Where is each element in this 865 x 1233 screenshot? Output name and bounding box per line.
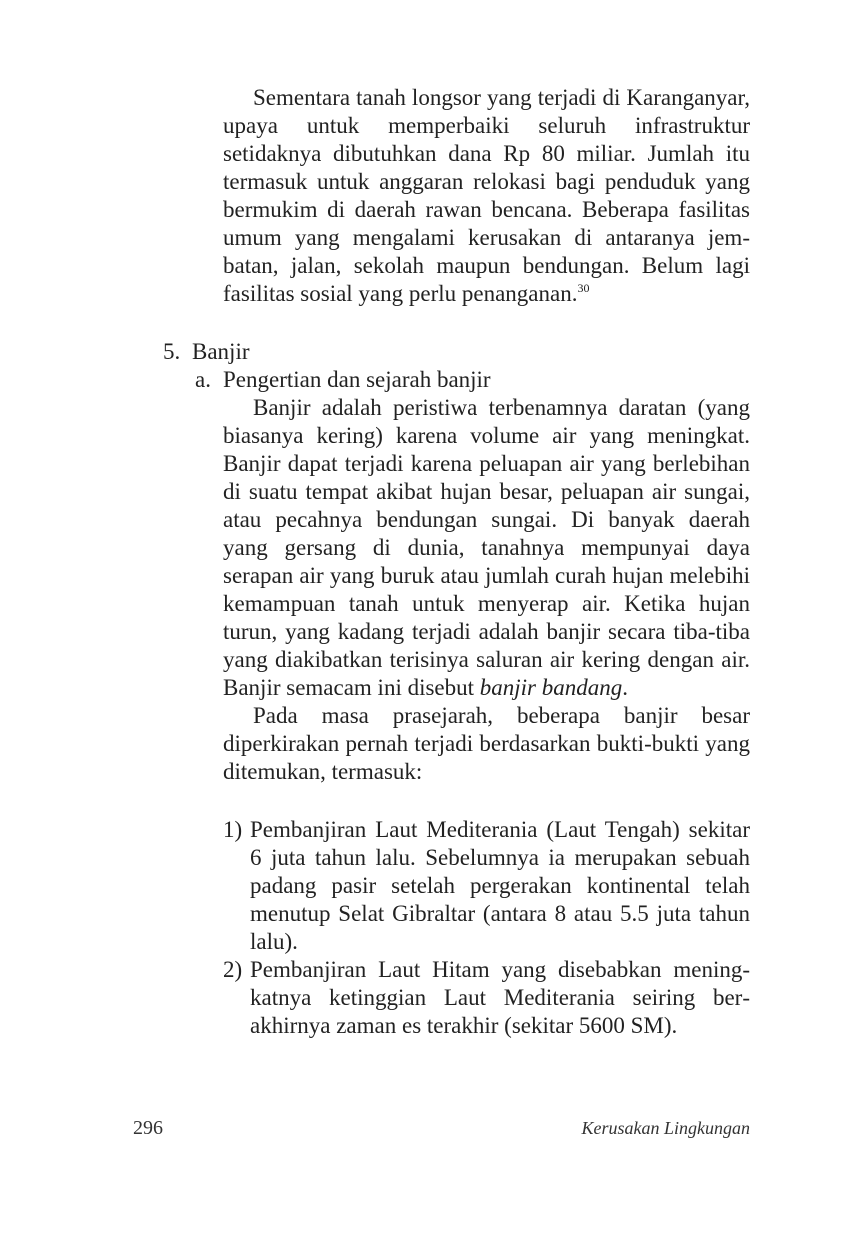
definition-text: Banjir adalah peristiwa terbenamnya daratan (yang biasanya kering) karena volume air yang meningkat. Banjir dapat terjadi karena peluapan air yang berlebihan di suatu tempat akibat hujan besar, peluapan air sungai, atau pecahnya bendungan sungai. Di banyak daerah yang gersang di dunia, tanahnya mempunyai daya serapan air yang buruk atau jumlah curah hujan melebihi kemampuan tanah untuk menyerap air. Ketika hujan turun, yang kadang terjadi adalah banjir secara tiba-tiba yang diakibatkan terisinya saluran air kering dengan air. Banjir semacam ini disebut	[223, 395, 750, 700]
subsection-heading	[195, 366, 491, 394]
list-item	[223, 816, 750, 956]
footnote-reference[interactable]: 30	[577, 281, 590, 295]
list-item-text: Pembanjiran Laut Mediterania (Laut Tengah) sekitar 6 juta tahun lalu. Sebelumnya ia merupakan sebuah padang pasir setelah pergerakan kontinental telah menutup Selat Gibraltar (antara 8 atau 5.5 juta tahun lalu).	[250, 817, 750, 954]
section-number: 5.	[163, 339, 181, 364]
section-title: Banjir	[192, 339, 250, 364]
subsection-title: Pengertian dan sejarah banjir	[223, 367, 491, 392]
definition-paragraph	[223, 394, 750, 702]
sentence-end: .	[622, 675, 629, 700]
intro-text: Sementara tanah longsor yang terjadi di Karanganyar, upaya untuk memperbaiki seluruh infrastruktur setidaknya dibutuhkan dana Rp 80 miliar. Jumlah itu termasuk untuk anggaran relokasi bagi penduduk yang bermukim di daerah rawan bencana. Beberapa fasilitas umum yang mengalami kerusakan di antaranya jembatan, jalan, sekolah maupun bendungan. Belum lagi fasilitas sosial yang perlu penanganan.	[223, 85, 750, 306]
list-item-text: Pembanjiran Laut Hitam yang disebabkan meningkatnya ketinggian Laut Mediterania seiring berakhirnya zaman es terakhir (sekitar 5600 SM).	[250, 957, 750, 1038]
list-marker: 2)	[223, 957, 243, 982]
list-item	[223, 956, 750, 1040]
page-number: 296	[133, 1117, 163, 1139]
intro-paragraph	[223, 84, 750, 308]
running-footer-title: Kerusakan Lingkungan	[581, 1118, 750, 1138]
history-paragraph: Pada masa prasejarah, beberapa banjir besar diperkirakan pernah terjadi berdasarkan bukti-bukti yang ditemukan, termasuk:	[223, 703, 750, 784]
section-heading-banjir	[163, 338, 250, 366]
subsection-body	[223, 394, 750, 786]
subsection-letter: a.	[195, 367, 211, 392]
italic-term: banjir bandang	[479, 675, 623, 700]
flood-history-list	[223, 816, 750, 1040]
list-marker: 1)	[223, 817, 243, 842]
